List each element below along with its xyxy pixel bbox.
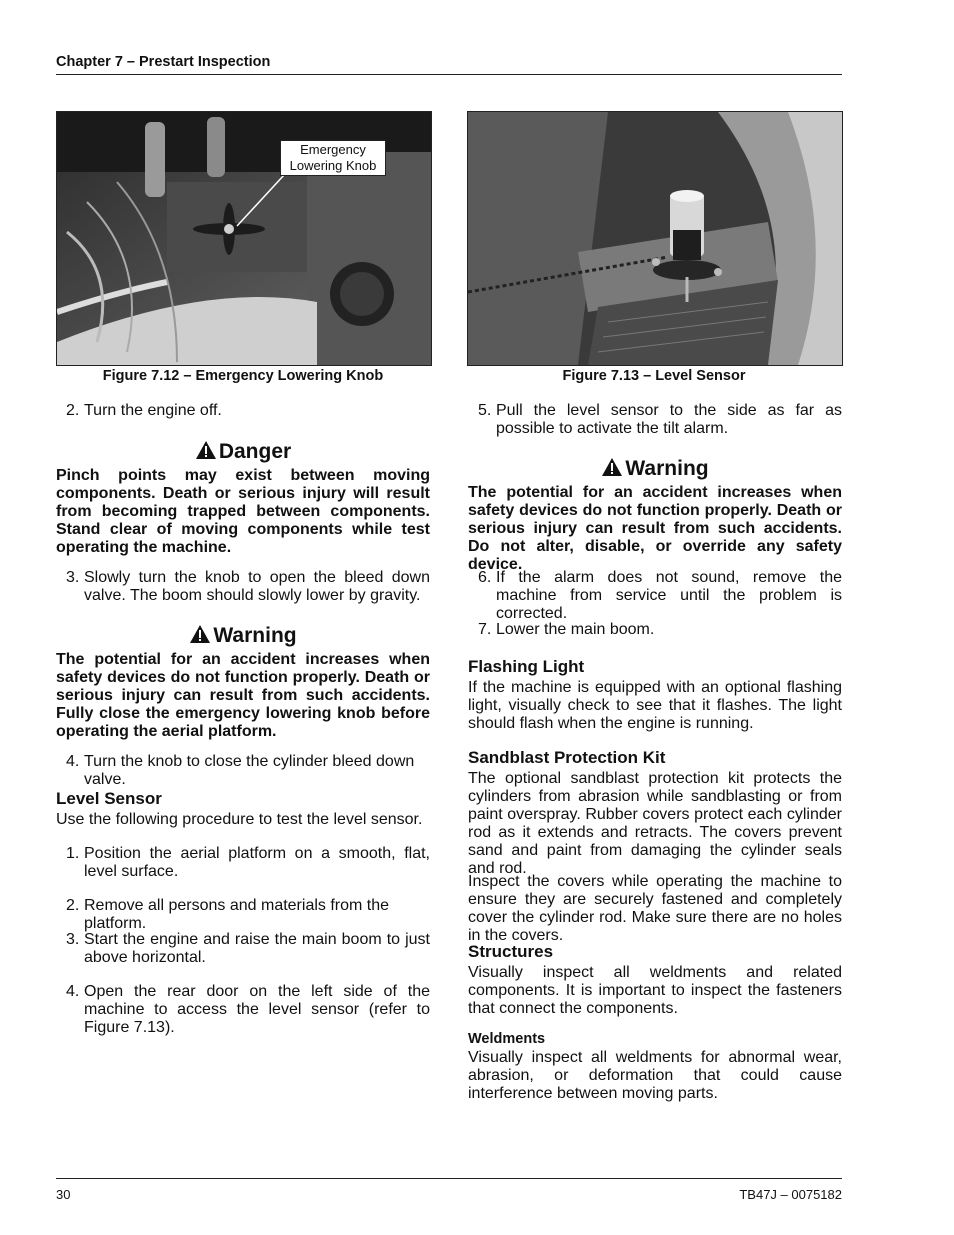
warning-body-right: The potential for an accident increases when safety devices do not function properly. Death or serious injury can result from such accidents. Do not alter, disable, or override any safety device. (468, 484, 842, 573)
step-number: 2. (66, 897, 80, 914)
level-sensor-heading: Level Sensor (56, 789, 162, 808)
sandblast-text-1: The optional sandblast protection kit protects the cylinders from abrasion while sandblasting or from paint overspray. Rubber covers protect each cylinder rod as it extends and retracts. The covers prevent sand and paint from damaging the cylinder seals and rod. (468, 770, 842, 877)
step-number: 6. (478, 569, 492, 586)
figure-7-12-caption: Figure 7.12 – Emergency Lowering Knob (102, 368, 384, 384)
danger-title: Danger (218, 440, 292, 463)
danger-heading (56, 440, 430, 466)
step-number: 1. (66, 845, 80, 862)
callout-line-2: Lowering Knob (289, 158, 377, 173)
step-number: 5. (478, 402, 492, 419)
page-number: 30 (56, 1187, 71, 1202)
warning-triangle-icon (601, 457, 623, 483)
warning-heading-right (468, 457, 842, 483)
header-rule (56, 74, 842, 75)
warning-heading-left (56, 624, 430, 650)
step-number: 7. (478, 621, 492, 638)
document-id: TB47J – 0075182 (739, 1187, 842, 1202)
step-text: Pull the level sensor to the side as far as possible to activate the tilt alarm. (496, 402, 842, 437)
footer-rule (56, 1178, 842, 1179)
flashing-light-heading: Flashing Light (468, 657, 585, 676)
step-number: 3. (66, 569, 80, 586)
step-text: Turn the knob to close the cylinder bleed down valve. (84, 753, 415, 788)
step-text: Turn the engine off. (84, 402, 222, 419)
step-text: Remove all persons and materials from the platform. (84, 897, 390, 932)
step-number: 4. (66, 753, 80, 770)
step-number: 2. (66, 402, 80, 419)
danger-body: Pinch points may exist between moving components. Death or serious injury will result from becoming trapped between components. Stand clear of moving components while test operating the machine. (56, 467, 430, 556)
step-text: Position the aerial platform on a smooth, flat, level surface. (84, 845, 430, 880)
flashing-light-text: If the machine is equipped with an optional flashing light, visually check to see that it flashes. The light should flash when the engine is running. (468, 679, 842, 732)
emergency-lowering-knob-callout (280, 140, 386, 176)
sandblast-text-2: Inspect the covers while operating the machine to ensure they are securely fastened and completely cover the cylinder rod. Make sure there are no holes in the covers. (468, 873, 842, 944)
callout-line-1: Emergency (300, 142, 366, 157)
step-number: 4. (66, 983, 80, 1000)
weldments-heading: Weldments (468, 1031, 546, 1047)
structures-text: Visually inspect all weldments and related components. It is important to inspect the fasteners that connect the components. (468, 964, 842, 1017)
warning-triangle-icon (189, 624, 211, 650)
step-text: Slowly turn the knob to open the bleed down valve. The boom should slowly lower by gravity. (84, 569, 430, 604)
structures-heading: Structures (468, 942, 554, 961)
chapter-header: Chapter 7 – Prestart Inspection (56, 54, 271, 70)
warning-title: Warning (625, 457, 709, 480)
step-text: If the alarm does not sound, remove the machine from service until the problem is corrected. (496, 569, 842, 622)
warning-triangle-icon (195, 440, 217, 466)
weldments-text: Visually inspect all weldments for abnormal wear, abrasion, or deformation that could cause interference between moving parts. (468, 1049, 842, 1102)
warning-title: Warning (213, 624, 297, 647)
warning-body-left: The potential for an accident increases when safety devices do not function properly. Death or serious injury can result from such accidents. Fully close the emergency lowering knob before operating the aerial platform. (56, 651, 430, 740)
step-text: Lower the main boom. (496, 621, 655, 638)
sandblast-heading: Sandblast Protection Kit (468, 748, 666, 767)
step-number: 3. (66, 931, 80, 948)
level-sensor-intro: Use the following procedure to test the level sensor. (56, 811, 423, 828)
figure-7-13-caption: Figure 7.13 – Level Sensor (562, 368, 746, 384)
step-text: Start the engine and raise the main boom to just above horizontal. (84, 931, 430, 966)
step-text: Open the rear door on the left side of the machine to access the level sensor (refer to Figure 7.13). (84, 983, 430, 1036)
level-sensor-photo (467, 111, 843, 366)
